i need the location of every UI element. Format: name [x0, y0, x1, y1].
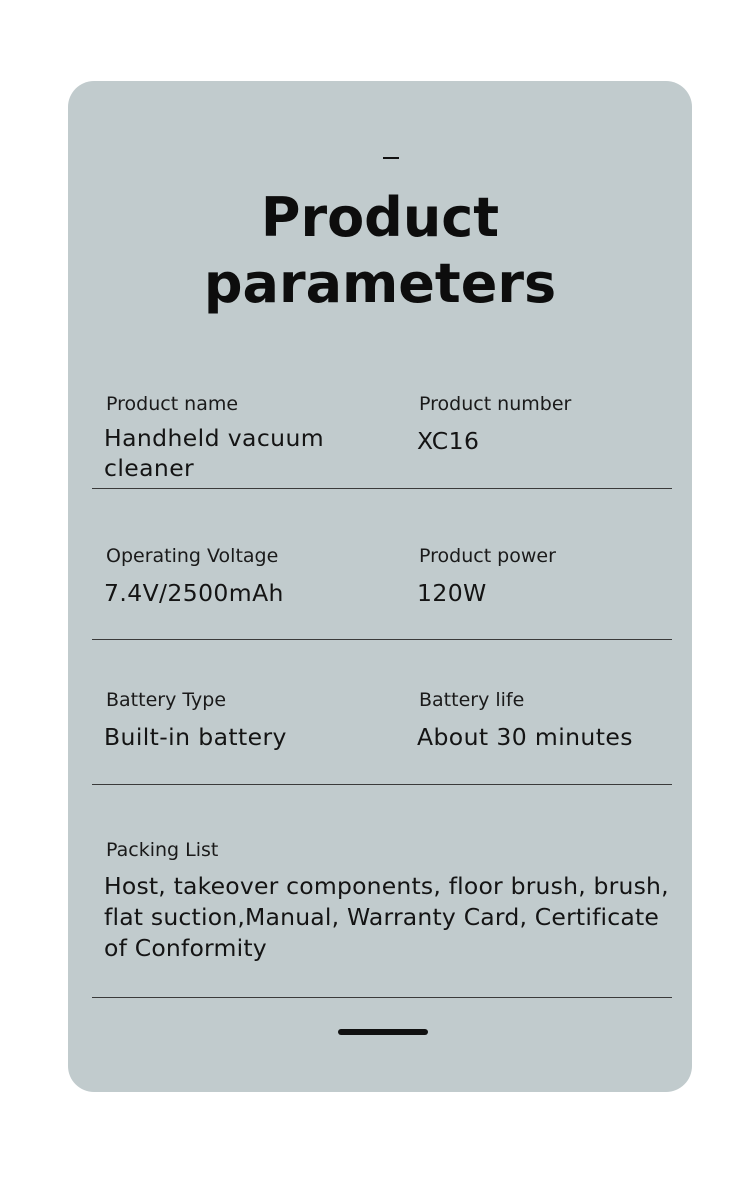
param-value: Host, takeover components, floor brush, brush, flat suction,Manual, Warranty Card, Certificate of Conformity	[104, 872, 669, 962]
param-product-number	[419, 392, 669, 456]
param-value: 7.4V/2500mAh	[104, 579, 284, 607]
param-battery-life	[419, 688, 669, 752]
param-product-name	[106, 392, 386, 483]
param-value: Handheld vacuum cleaner	[104, 424, 325, 482]
param-row	[92, 639, 672, 785]
parameters-card	[68, 81, 692, 1092]
param-label: Product power	[419, 545, 556, 567]
page-title	[68, 185, 692, 317]
param-packing-list	[104, 838, 669, 964]
param-row	[92, 488, 672, 640]
decorative-dash	[383, 157, 399, 159]
param-battery-type	[106, 688, 386, 752]
param-label: Packing List	[106, 839, 219, 861]
packing-row	[92, 784, 672, 998]
param-operating-voltage	[106, 544, 386, 608]
param-value: Built-in battery	[104, 723, 287, 751]
param-value: XC16	[417, 427, 480, 455]
bottom-bar	[338, 1029, 428, 1035]
title-line-1: Product	[260, 186, 500, 249]
param-row	[92, 391, 672, 489]
title-line-2: parameters	[203, 252, 557, 315]
param-label: Battery life	[419, 689, 525, 711]
param-label: Product name	[106, 393, 239, 415]
param-label: Battery Type	[106, 689, 227, 711]
param-value: 120W	[417, 579, 487, 607]
param-product-power	[419, 544, 669, 608]
param-label: Operating Voltage	[106, 545, 279, 567]
param-label: Product number	[419, 393, 572, 415]
param-value: About 30 minutes	[417, 723, 633, 751]
